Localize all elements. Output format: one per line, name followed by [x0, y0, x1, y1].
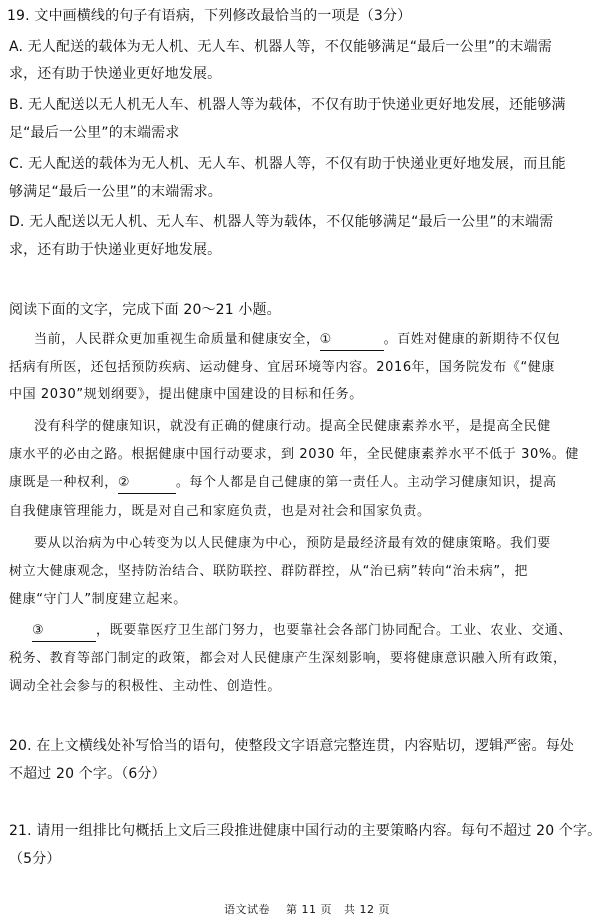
page-footer: [0, 901, 614, 917]
option-b-line-2: 足“最后一公里”的末端需求: [9, 125, 180, 141]
reading-instruction: 阅读下面的文字，完成下面 20～21 小题。: [9, 302, 281, 318]
passage-p3-line-2: 树立大健康观念，坚持防治结合、联防联控、群防群控，从“治已病”转向“治未病”，把: [9, 564, 528, 579]
footer-subject: 语文试卷: [224, 903, 270, 916]
passage-p3-line-3: 健康“守门人”制度建立起来。: [9, 592, 187, 607]
blank-2: [118, 474, 176, 494]
passage-p2-line-1: 没有科学的健康知识，就没有正确的健康行动。提高全民健康素养水平，是提高全民健: [34, 419, 551, 434]
passage-p4-line-2: 税务、教育等部门制定的政策，都会对人民健康产生深刻影响，要将健康意识融入所有政策，: [9, 651, 567, 666]
passage-p1-line-1: [34, 331, 560, 351]
passage-p2-line-2: 康水平的必由之路。根据健康中国行动要求，到 2030 年，全民健康素养水平不低于 30%。健: [9, 447, 579, 462]
passage-p2-line-3: [9, 474, 557, 494]
passage-p2-line-3-after: 。每个人都是自己健康的第一责任人。主动学习健康知识，提高: [175, 475, 557, 490]
blank-3-label: ③: [32, 623, 45, 638]
passage-p1-line-2: 括病有所医，还包括预防疾病、运动健身、宜居环境等内容。2016年，国务院发布《“健康: [9, 360, 556, 375]
passage-p1-line-3: 中国 2030”规划纲要》，提出健康中国建设的目标和任务。: [9, 387, 363, 402]
option-c-line-2: 够满足“最后一公里”的末端需求。: [9, 184, 222, 200]
passage-p2-line-3-before: 康既是一种权利，: [9, 475, 118, 490]
passage-p4-line-3: 调动全社会参与的积极性、主动性、创造性。: [9, 679, 282, 694]
passage-p1-line-1-before: 当前，人民群众更加重视生命质量和健康安全，: [34, 332, 320, 347]
question-19-stem: 19. 文中画横线的句子有语病，下列修改最恰当的一项是（3分）: [7, 8, 412, 24]
option-d-line-2: 求，还有助于快递业更好地发展。: [9, 242, 222, 258]
passage-p1-line-1-after: 。百姓对健康的新期待不仅包: [383, 332, 561, 347]
option-d-line-1: D. 无人配送以无人机、无人车、机器人等为载体，不仅能够满足“最后一公里”的末端需: [9, 214, 554, 230]
question-21-line-1: 21. 请用一组排比句概括上文后三段推进健康中国行动的主要策略内容。每句不超过 20 个字。: [9, 823, 602, 839]
blank-2-label: ②: [117, 475, 131, 490]
blank-1: [320, 331, 384, 351]
footer-page-current: 第 11 页: [286, 903, 332, 916]
passage-p4-line-1: [32, 622, 572, 642]
footer-page-total: 共 12 页: [344, 903, 390, 916]
passage-p3-line-1: 要从以治病为中心转变为以人民健康为中心，预防是最经济最有效的健康策略。我们要: [34, 536, 551, 551]
question-20-line-1: 20. 在上文横线处补写恰当的语句，使整段文字语意完整连贯，内容贴切，逻辑严密。每处: [9, 738, 575, 754]
option-c-line-1: C. 无人配送的载体为无人机、无人车、机器人等，不仅有助于快递业更好地发展，而且能: [9, 156, 566, 172]
question-20-line-2: 不超过 20 个字。（6分）: [9, 766, 166, 782]
question-21-line-2: （5分）: [9, 851, 61, 867]
option-a-line-1: A. 无人配送的载体为无人机、无人车、机器人等，不仅能够满足“最后一公里”的末端需: [9, 39, 552, 55]
blank-3: [32, 622, 96, 642]
blank-1-label: ①: [319, 332, 332, 347]
option-a-line-2: 求，还有助于快递业更好地发展。: [9, 66, 222, 82]
option-b-line-1: B. 无人配送以无人机无人车、机器人等为载体，不仅有助于快递业更好地发展，还能够满: [9, 97, 566, 113]
passage-p4-line-1-after: ，既要靠医疗卫生部门努力，也要靠社会各部门协同配合。工业、农业、交通、: [96, 623, 573, 638]
passage-p2-line-4: 自我健康管理能力，既是对自己和家庭负责，也是对社会和国家负责。: [9, 504, 431, 519]
